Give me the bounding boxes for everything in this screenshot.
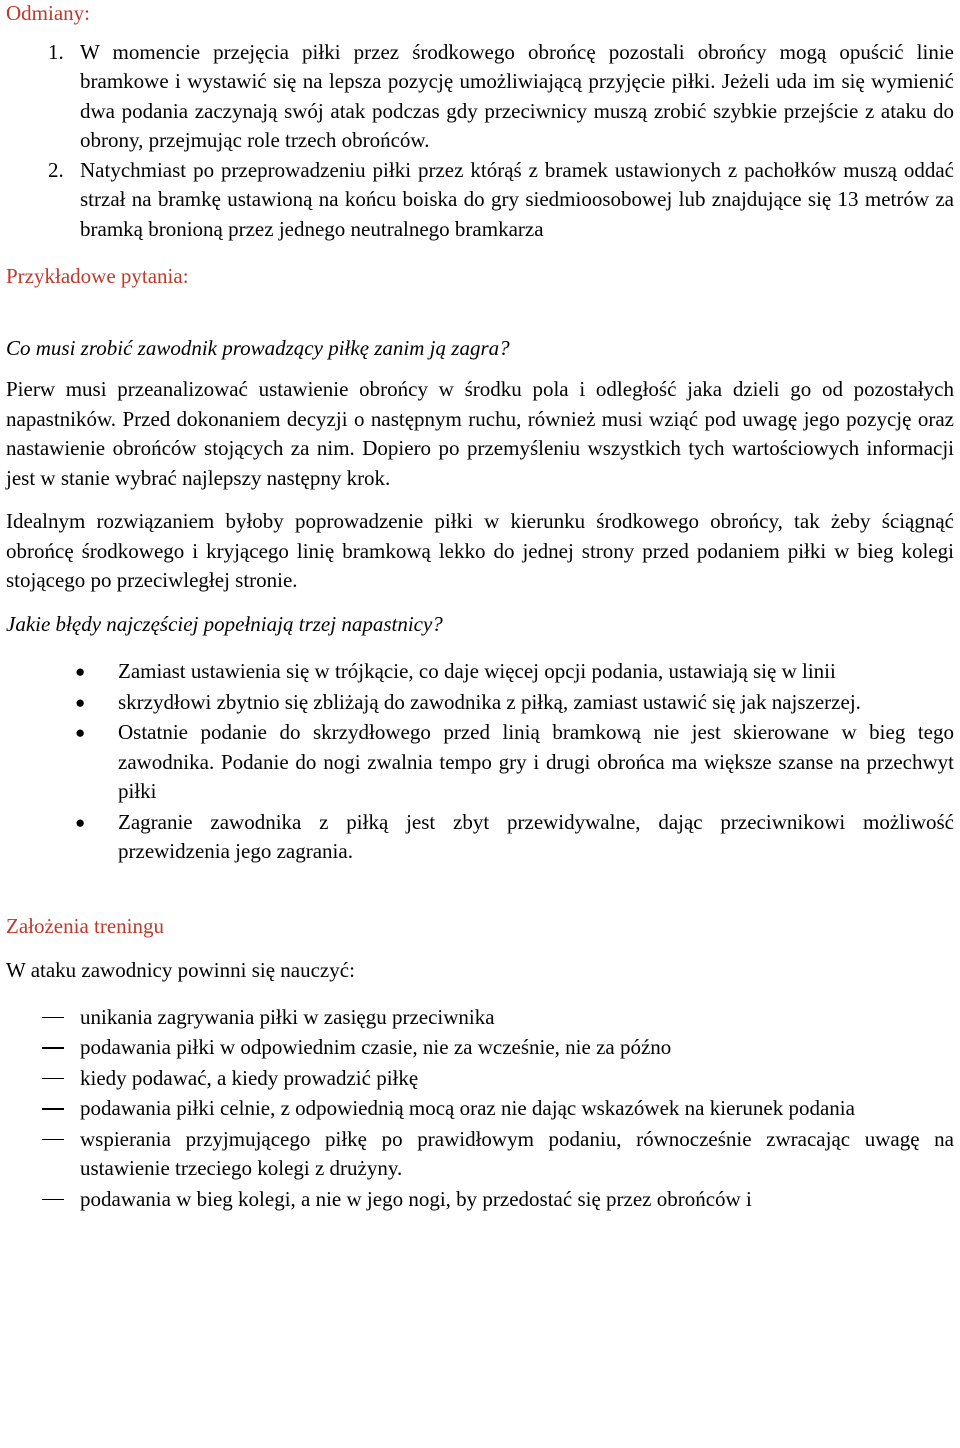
mistake-text: Ostatnie podanie do skrzydłowego przed linią bramkową nie jest skierowane w bieg tego zawodnika. Podanie do nogi zwalnia tempo gry i drugi obrońca ma większe szanse na przechwyt piłki [118,720,954,803]
question-2: Jakie błędy najczęściej popełniają trzej napastnicy? [6,611,443,636]
dash-icon [42,1199,64,1201]
variant-number: 1. [48,39,64,64]
bullet-dot-icon: ● [75,723,86,742]
bullet-dot-icon: ● [75,692,86,712]
variants-heading: Odmiany: [6,1,90,25]
question-1: Co musi zrobić zawodnik prowadzący piłkę zanim ją zagra? [6,335,510,360]
variant-number: 2. [48,157,64,182]
mistakes-list [6,657,954,867]
variant-text: W momencie przejęcia piłki przez środkowego obrońcę pozostali obrońcy mogą opuścić linie bramkowe i wystawić się na lepsza pozycję umożliwiającą przyjęcie piłki. Jeżeli uda im się wymienić dwa podania zaczynają swój atak podczas gdy przeciwnicy muszą zrobić szybkie przejście z ataku do obrony, przejmując role trzech obrońców. [80,39,954,152]
dash-icon [42,1078,64,1080]
training-intro: W ataku zawodnicy powinni się nauczyć: [6,958,355,982]
goal-item [6,1064,954,1094]
goal-text: wspierania przyjmującego piłkę po prawidłowym podaniu, równocześnie zwracając uwagę na ustawienie trzeciego kolegi z drużyny. [80,1126,954,1180]
goal-text: kiedy podawać, a kiedy prowadzić piłkę [80,1065,419,1090]
goal-text: podawania piłki w odpowiednim czasie, nie za wcześnie, nie za późno [80,1035,672,1059]
variant-text: Natychmiast po przeprowadzeniu piłki przez którąś z bramek ustawionych z pachołków muszą oddać strzał na bramkę ustawioną na końcu boiska do gry siedmioosobowej lub znajdujące się 13 metrów za bramką bronioną przez jednego neutralnego bramkarza [80,157,954,241]
mistake-item [6,808,954,867]
goals-list [6,1003,954,1215]
bullet-dot-icon: ● [75,662,86,681]
dash-icon [42,1108,64,1110]
dash-icon [42,1139,64,1141]
goal-item [6,1125,954,1184]
goal-item [6,1033,954,1063]
mistake-text: Zamiast ustawienia się w trójkącie, co daje więcej opcji podania, ustawiają się w linii [118,659,836,683]
dash-icon [42,1017,64,1019]
variant-item [6,156,954,245]
dash-icon [42,1047,64,1049]
questions-heading: Przykładowe pytania: [6,264,189,288]
goal-text: unikania zagrywania piłki w zasięgu przeciwnika [80,1004,495,1029]
goal-item [6,1094,954,1124]
answer-1: Pierw musi przeanalizować ustawienie obrońcy w środku pola i odległość jaka dzieli go od pozostałych napastników. Przed dokonaniem decyzji o następnym ruchu, również musi wziąć pod uwagę jego pozycję oraz nastawienie obrońców stojących za nim. Dopiero po przemyśleniu wszystkich tych wartościowych informacji jest w stanie wybrać najlepszy następny krok. [6,377,954,490]
variants-list [6,38,954,245]
answer-2: Idealnym rozwiązaniem byłoby poprowadzenie piłki w kierunku środkowego obrońcy, tak żeby ściągnąć obrońcę środkowego i kryjącego linię bramkową lekko do jednej strony przed podaniem piłki w bieg kolegi stojącego po przeciwległej stronie. [6,509,954,592]
goal-item [6,1185,954,1215]
mistake-item [6,657,954,687]
bullet-dot-icon: ● [75,812,86,832]
variant-item [6,38,954,156]
mistake-item [6,718,954,807]
mistake-text: skrzydłowi zbytnio się zbliżają do zawodnika z piłką, zamiast ustawić się jak najszerzej. [118,689,861,714]
mistake-text: Zagranie zawodnika z piłką jest zbyt przewidywalne, dając przeciwnikowi możliwość przewidzenia jego zagrania. [118,809,954,863]
goal-text: podawania w bieg kolegi, a nie w jego nogi, by przedostać się przez obrońców i [80,1186,752,1211]
goal-text: podawania piłki celnie, z odpowiednią mocą oraz nie dając wskazówek na kierunek podania [80,1096,855,1120]
goal-item [6,1003,954,1033]
training-heading: Założenia treningu [6,913,165,938]
mistake-item [6,688,954,718]
